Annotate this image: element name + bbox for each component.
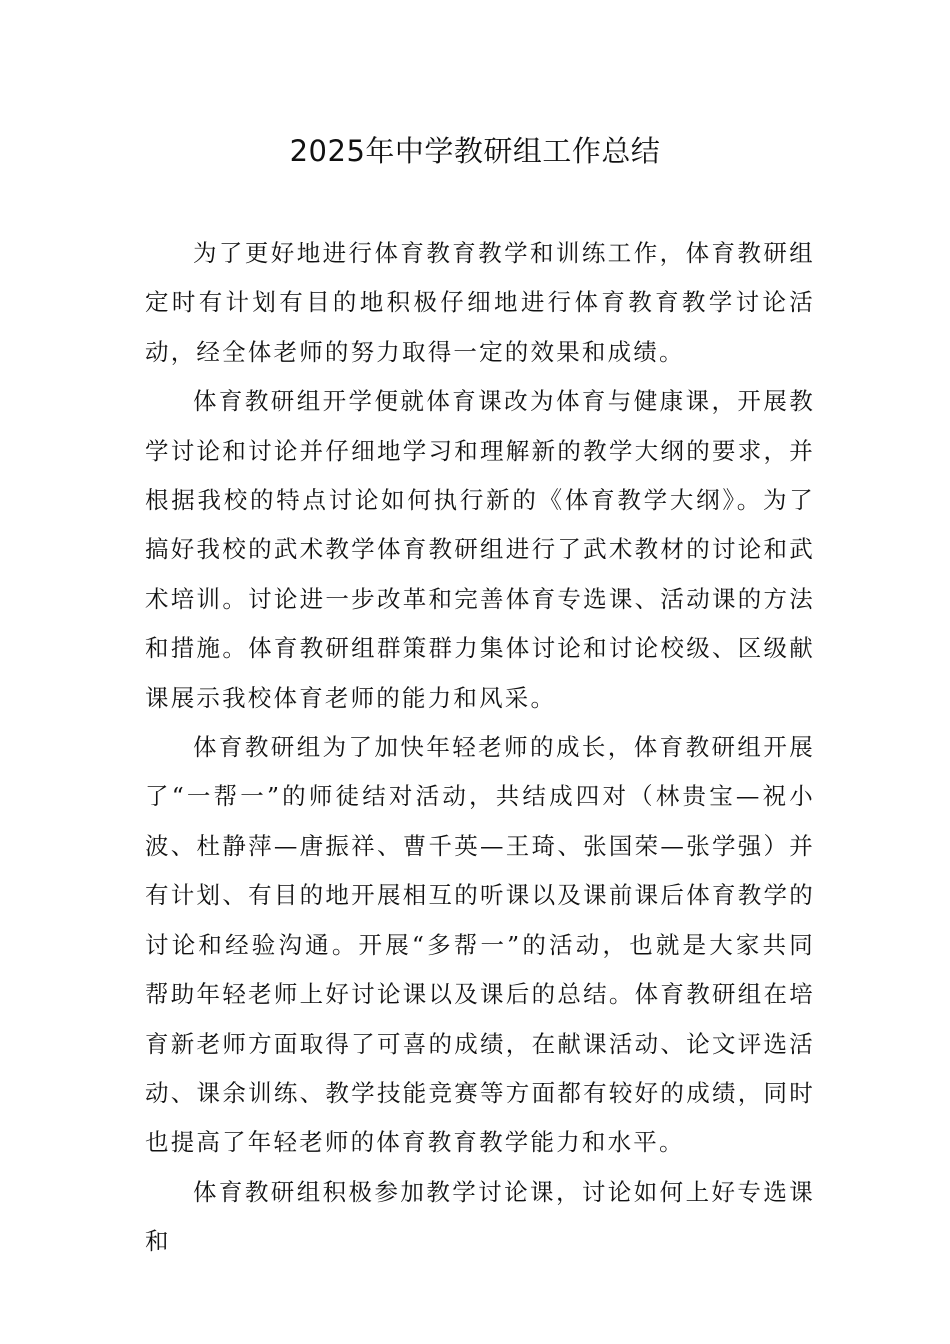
document-title: 2025年中学教研组工作总结 xyxy=(289,134,661,168)
document-body xyxy=(145,229,815,1267)
paragraph-1: 为了更好地进行体育教育教学和训练工作，体育教研组定时有计划有目的地积极仔细地进行体育教育教学讨论活动，经全体老师的努力取得一定的效果和成绩。 xyxy=(145,239,815,366)
paragraph-4: 体育教研组积极参加教学讨论课，讨论如何上好专选课和 xyxy=(145,1177,815,1256)
paragraph-3: 体育教研组为了加快年轻老师的成长，体育教研组开展了“一帮一”的师徒结对活动，共结成四对（林贵宝—祝小波、杜静萍—唐振祥、曹千英—王琦、张国荣—张学强）并有计划、有目的地开展相互的听课以及课前课后体育教学的讨论和经验沟通。开展“多帮一”的活动，也就是大家共同帮助年轻老师上好讨论课以及课后的总结。体育教研组在培育新老师方面取得了可喜的成绩，在献课活动、论文评选活动、课余训练、教学技能竞赛等方面都有较好的成绩，同时也提高了年轻老师的体育教育教学能力和水平。 xyxy=(145,733,815,1157)
paragraph-2: 体育教研组开学便就体育课改为体育与健康课，开展教学讨论和讨论并仔细地学习和理解新的教学大纲的要求，并根据我校的特点讨论如何执行新的《体育教学大纲》。为了搞好我校的武术教学体育教研组进行了武术教材的讨论和武术培训。讨论进一步改革和完善体育专选课、活动课的方法和措施。体育教研组群策群力集体讨论和讨论校级、区级献课展示我校体育老师的能力和风采。 xyxy=(145,387,815,712)
